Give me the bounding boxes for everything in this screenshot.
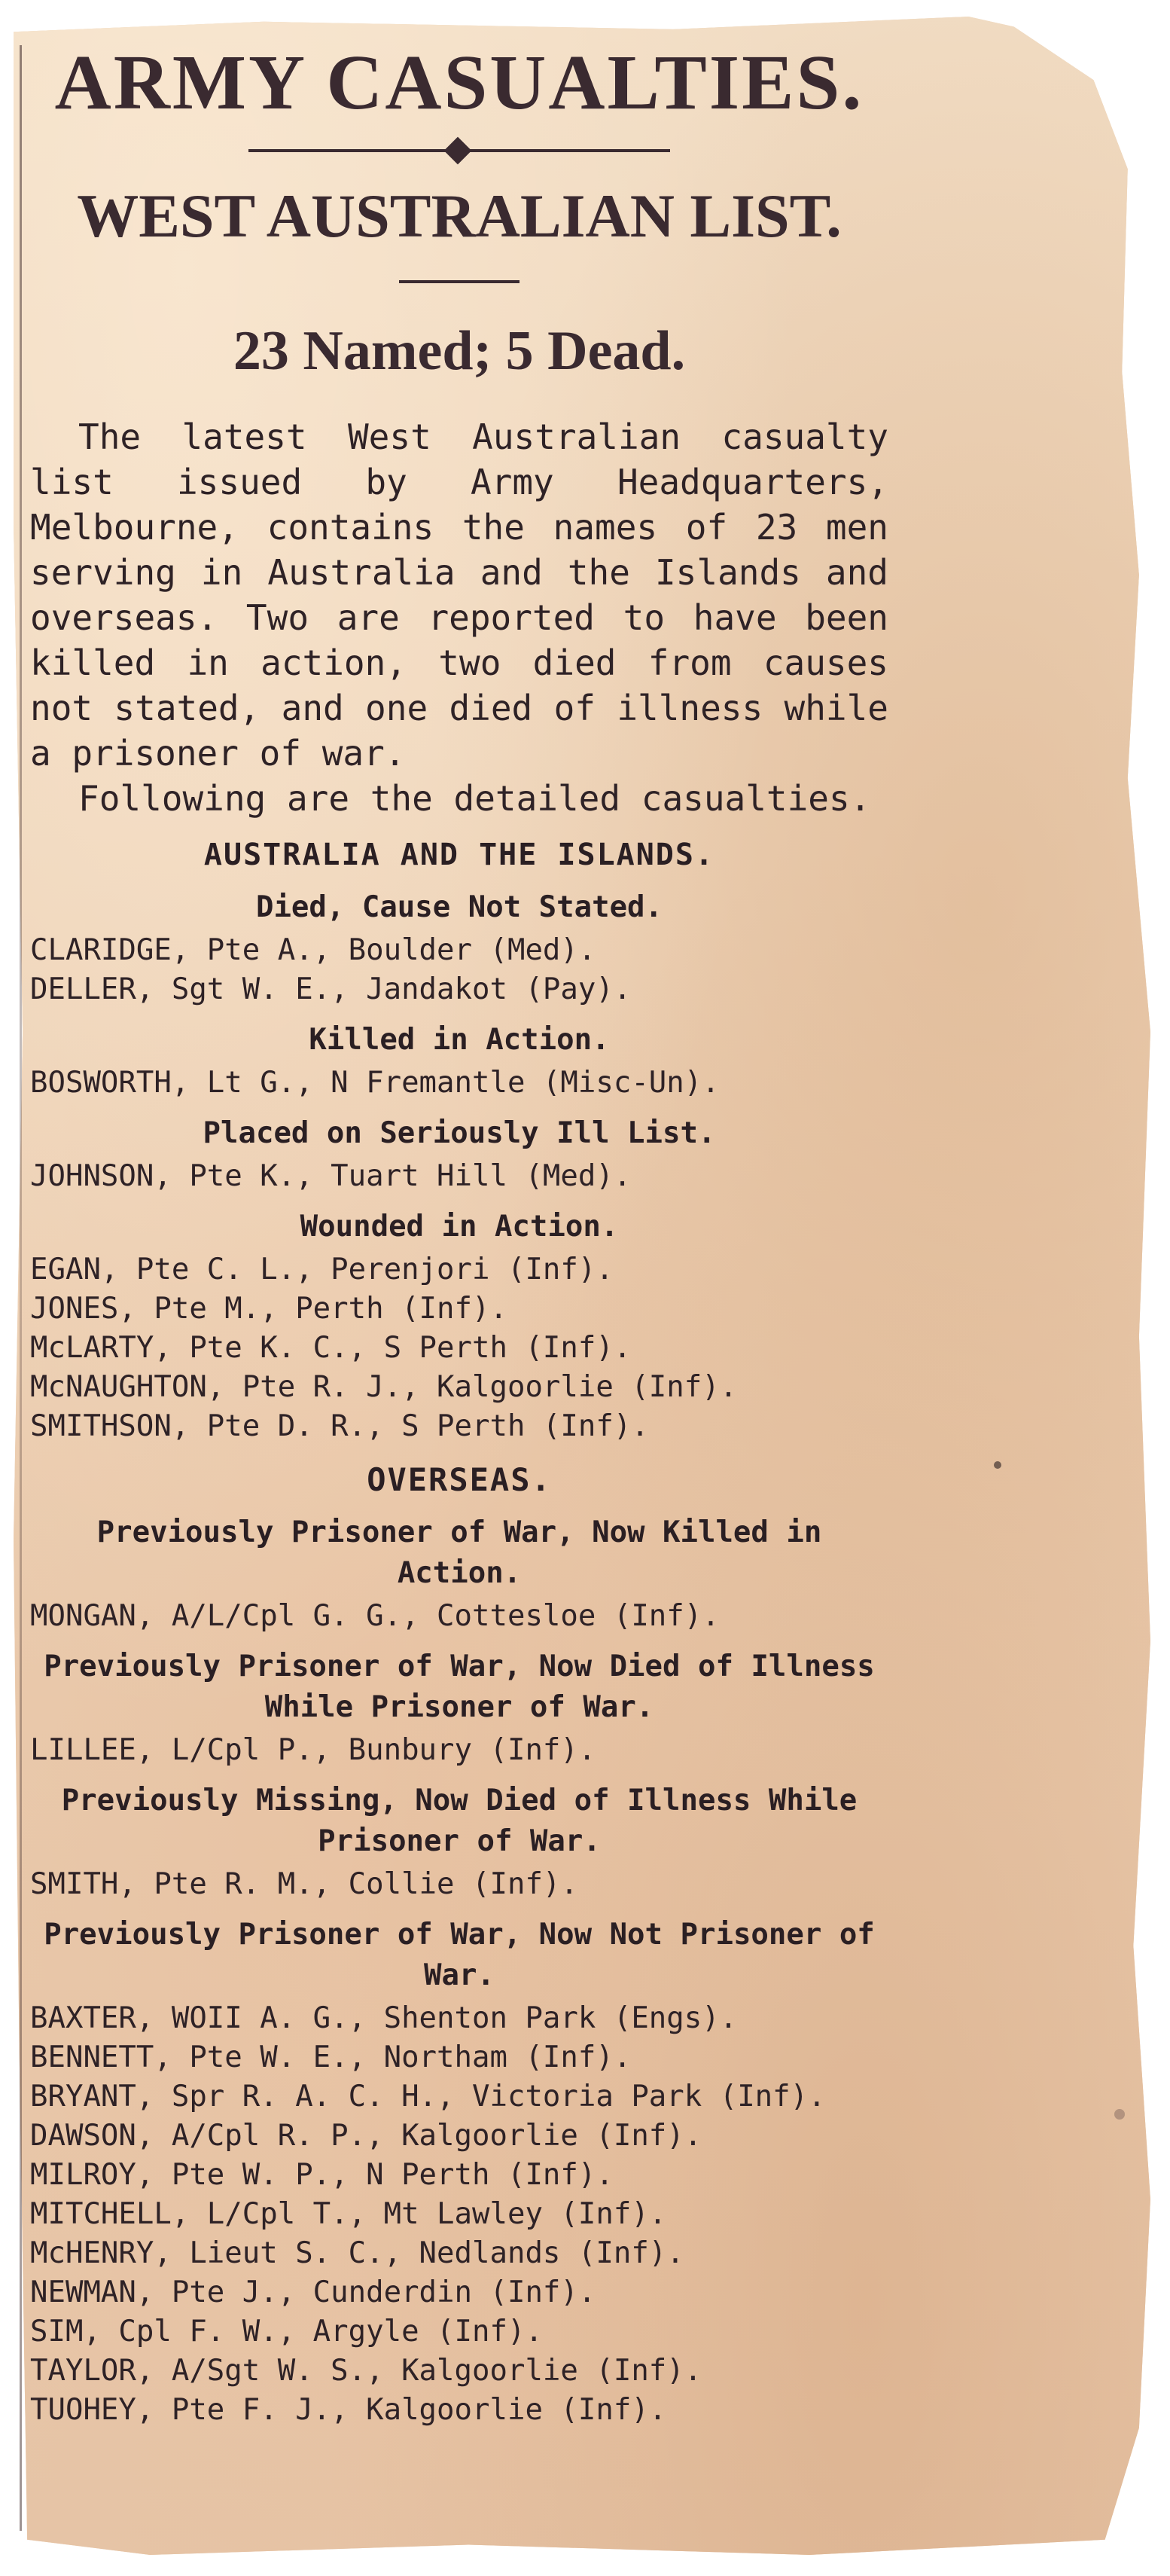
- article-subheadline: WEST AUSTRALIAN LIST.: [77, 182, 842, 250]
- casualty-entry: BRYANT, Spr R. A. C. H., Victoria Park (Inf).: [30, 2080, 826, 2114]
- section-overseas: [30, 1458, 888, 2430]
- intro-paragraph: The latest West Australian casualty list issued by Army Headquarters, Melbourne, contains the names of 23 men serving in Australia and the Islands and overseas. Two are reported to have been killed in action, two died from causes not stated, and one died of illness while a prisoner of war.: [30, 417, 888, 774]
- category-heading: Previously Prisoner of War, Now Died of Illness While Prisoner of War.: [44, 1650, 875, 1724]
- casualty-list: [30, 931, 888, 1009]
- casualty-entry: DELLER, Sgt W. E., Jandakot (Pay).: [30, 972, 632, 1006]
- casualty-entry: DAWSON, A/Cpl R. P., Kalgoorlie (Inf).: [30, 2119, 702, 2153]
- category-heading: Killed in Action.: [309, 1023, 610, 1057]
- casualty-entry: MITCHELL, L/Cpl T., Mt Lawley (Inf).: [30, 2197, 667, 2231]
- casualty-entry: EGAN, Pte C. L., Perenjori (Inf).: [30, 1253, 614, 1286]
- article-headline: ARMY CASUALTIES.: [54, 39, 864, 126]
- category-heading: Previously Missing, Now Died of Illness While Prisoner of War.: [61, 1784, 858, 1858]
- category-heading: Previously Prisoner of War, Now Killed in Action.: [96, 1515, 822, 1590]
- following-paragraph: Following are the detailed casualties.: [78, 778, 871, 819]
- category-heading: Wounded in Action.: [300, 1210, 619, 1244]
- casualty-entry: McLARTY, Pte K. C., S Perth (Inf).: [30, 1331, 632, 1365]
- casualty-entry: MILROY, Pte W. P., N Perth (Inf).: [30, 2158, 614, 2192]
- casualty-list: [30, 1597, 888, 1636]
- casualty-entry: JONES, Pte M., Perth (Inf).: [30, 1292, 507, 1326]
- section-title: OVERSEAS.: [367, 1461, 552, 1498]
- casualty-entry: TUOHEY, Pte F. J., Kalgoorlie (Inf).: [30, 2393, 667, 2427]
- casualty-list: [30, 1865, 888, 1904]
- casualty-entry: TAYLOR, A/Sgt W. S., Kalgoorlie (Inf).: [30, 2354, 702, 2388]
- casualty-list: [30, 1250, 888, 1446]
- casualty-entry: BAXTER, WOII A. G., Shenton Park (Engs).: [30, 2001, 738, 2035]
- category-heading: Placed on Seriously Ill List.: [203, 1116, 716, 1150]
- casualty-entry: SMITH, Pte R. M., Collie (Inf).: [30, 1867, 578, 1901]
- casualty-entry: BENNETT, Pte W. E., Northam (Inf).: [30, 2040, 632, 2074]
- headline-ornament: [248, 139, 670, 161]
- section-title: AUSTRALIA AND THE ISLANDS.: [203, 838, 715, 872]
- casualty-list: [30, 1064, 888, 1103]
- short-divider: [399, 280, 519, 283]
- casualty-entry: CLARIDGE, Pte A., Boulder (Med).: [30, 933, 596, 967]
- casualty-entry: McNAUGHTON, Pte R. J., Kalgoorlie (Inf).: [30, 1370, 738, 1404]
- casualty-entry: LILLEE, L/Cpl P., Bunbury (Inf).: [30, 1733, 596, 1767]
- article: [30, 30, 888, 2430]
- casualty-entry: SMITHSON, Pte D. R., S Perth (Inf).: [30, 1409, 649, 1443]
- casualty-entry: MONGAN, A/L/Cpl G. G., Cottesloe (Inf).: [30, 1599, 720, 1633]
- casualty-entry: NEWMAN, Pte J., Cunderdin (Inf).: [30, 2275, 596, 2309]
- clipping-torn-edge: [20, 45, 22, 2531]
- casualty-entry: BOSWORTH, Lt G., N Fremantle (Misc-Un).: [30, 1066, 720, 1100]
- category-heading: Died, Cause Not Stated.: [255, 890, 663, 924]
- casualty-entry: SIM, Cpl F. W., Argyle (Inf).: [30, 2315, 543, 2349]
- casualty-list: [30, 1157, 888, 1196]
- casualty-entry: McHENRY, Lieut S. C., Nedlands (Inf).: [30, 2236, 684, 2270]
- casualty-list: [30, 1999, 888, 2430]
- article-deck: 23 Named; 5 Dead.: [233, 320, 686, 382]
- category-heading: Previously Prisoner of War, Now Not Prisoner of War.: [44, 1918, 875, 1992]
- casualty-list: [30, 1731, 888, 1770]
- diamond-ornament-icon: [444, 137, 472, 165]
- section-australia: [30, 833, 888, 1446]
- casualty-entry: JOHNSON, Pte K., Tuart Hill (Med).: [30, 1159, 632, 1193]
